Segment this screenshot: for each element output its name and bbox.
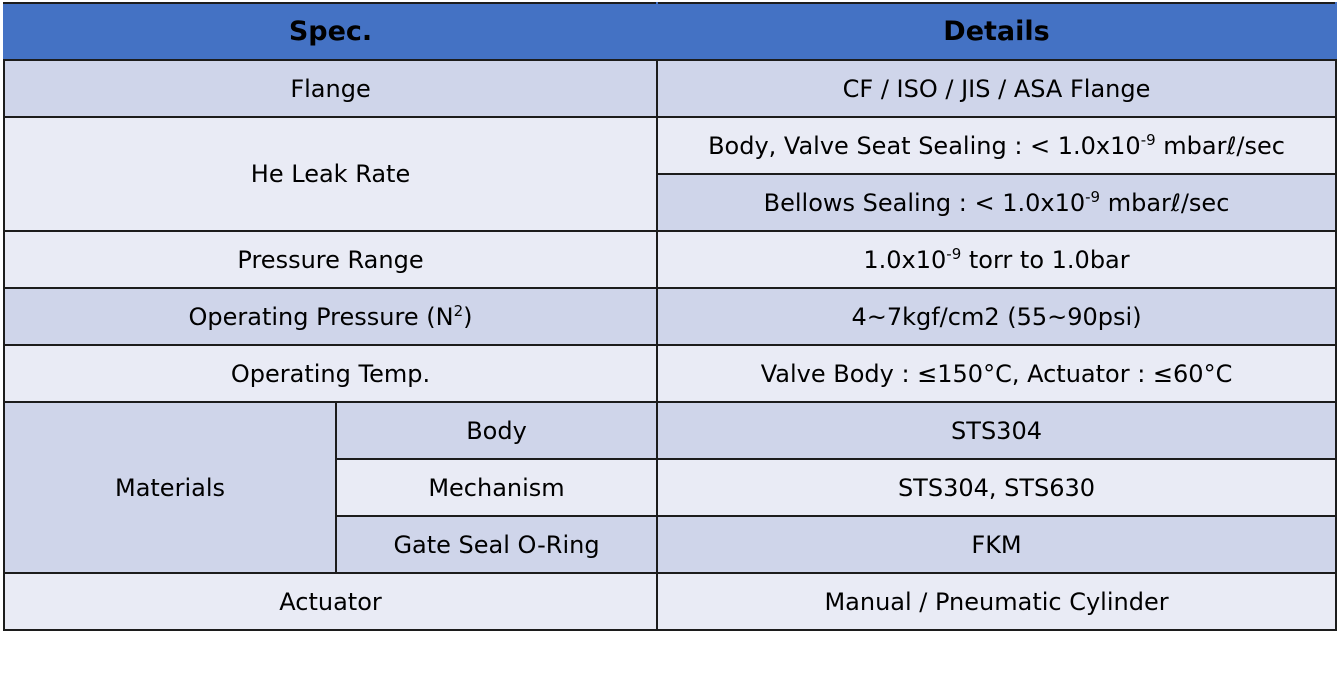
pressure-range-exponent: -9 (946, 244, 962, 263)
table-row-operating-temp (4, 345, 1336, 402)
table-row-flange (4, 60, 1336, 117)
spec-label-materials: Materials (4, 402, 336, 573)
spec-value-he-leak-bellows (657, 174, 1336, 231)
he-leak-bellows-text: Bellows Sealing : < 1.0x10 (763, 188, 1086, 217)
spec-sublabel-mechanism: Mechanism (336, 459, 657, 516)
spec-label-operating-temp: Operating Temp. (4, 345, 657, 402)
he-leak-bellows-unit: mbarℓ/sec (1100, 188, 1230, 217)
operating-pressure-label-text: Operating Pressure (N (188, 302, 454, 331)
operating-pressure-label-exponent: 2 (453, 301, 464, 320)
he-leak-body-unit: mbarℓ/sec (1155, 131, 1285, 160)
spec-value-actuator: Manual / Pneumatic Cylinder (657, 573, 1336, 630)
table-row-he-leak-1 (4, 117, 1336, 174)
he-leak-body-exponent: -9 (1140, 130, 1156, 149)
spec-value-operating-pressure: 4~7kgf/cm2 (55~90psi) (657, 288, 1336, 345)
spec-sublabel-body: Body (336, 402, 657, 459)
operating-pressure-label-close: ) (463, 302, 473, 331)
spec-label-he-leak: He Leak Rate (4, 117, 657, 231)
spec-value-gate-seal: FKM (657, 516, 1336, 573)
table-row-materials-body (4, 402, 1336, 459)
table-row-pressure-range (4, 231, 1336, 288)
pressure-range-unit: torr to 1.0bar (961, 245, 1130, 274)
spec-label-pressure-range: Pressure Range (4, 231, 657, 288)
header-spec: Spec. (4, 3, 657, 60)
spec-label-actuator: Actuator (4, 573, 657, 630)
spec-value-pressure-range (657, 231, 1336, 288)
header-details: Details (657, 3, 1336, 60)
table-row-operating-pressure (4, 288, 1336, 345)
header-row (4, 3, 1336, 60)
he-leak-body-text: Body, Valve Seat Sealing : < 1.0x10 (708, 131, 1141, 160)
spec-sublabel-gate-seal: Gate Seal O-Ring (336, 516, 657, 573)
spec-value-operating-temp: Valve Body : ≤150°C, Actuator : ≤60°C (657, 345, 1336, 402)
spec-label-operating-pressure (4, 288, 657, 345)
table-row-actuator (4, 573, 1336, 630)
spec-table (3, 2, 1337, 631)
spec-value-flange: CF / ISO / JIS / ASA Flange (657, 60, 1336, 117)
spec-label-flange: Flange (4, 60, 657, 117)
spec-value-body: STS304 (657, 402, 1336, 459)
spec-value-he-leak-body (657, 117, 1336, 174)
he-leak-bellows-exponent: -9 (1085, 187, 1101, 206)
pressure-range-text: 1.0x10 (863, 245, 947, 274)
spec-value-mechanism: STS304, STS630 (657, 459, 1336, 516)
